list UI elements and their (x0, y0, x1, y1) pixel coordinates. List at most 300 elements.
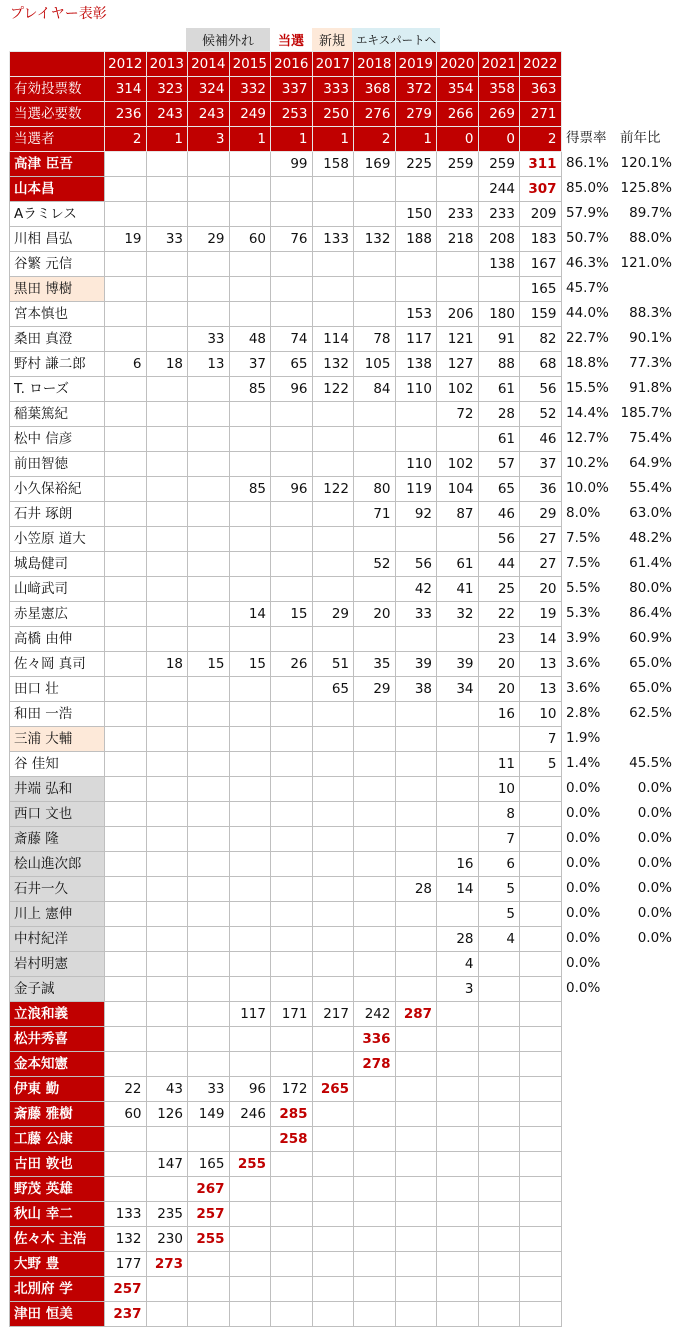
vote-cell (271, 802, 313, 827)
summary-value: 324 (188, 77, 230, 102)
player-name: 井端 弘和 (10, 777, 105, 802)
vote-cell: 48 (229, 327, 271, 352)
vote-cell (229, 902, 271, 927)
vote-cell: 76 (271, 227, 313, 252)
vote-cell (105, 702, 147, 727)
vote-cell (437, 1102, 479, 1127)
vote-cell (271, 502, 313, 527)
vote-cell (354, 1227, 396, 1252)
vote-cell (437, 1202, 479, 1227)
year-header-cell: 2015 (229, 52, 271, 77)
vote-cell (271, 252, 313, 277)
vote-cell: 52 (354, 552, 396, 577)
vote-cell (395, 752, 437, 777)
vote-cell (188, 477, 230, 502)
vote-cell (229, 1027, 271, 1052)
player-row (10, 552, 562, 577)
vote-cell (354, 827, 396, 852)
vote-rate: 8.0% (566, 505, 601, 521)
vote-cell: 56 (395, 552, 437, 577)
vote-cell (271, 852, 313, 877)
summary-value: 332 (229, 77, 271, 102)
vote-cell (105, 277, 147, 302)
vote-cell (520, 1152, 562, 1177)
vote-cell (271, 1252, 313, 1277)
vote-cell (188, 402, 230, 427)
vote-rate: 57.9% (566, 205, 609, 221)
vote-cell (146, 377, 188, 402)
vote-cell (354, 977, 396, 1002)
vote-cell (229, 877, 271, 902)
vote-cell (437, 1227, 479, 1252)
vote-table (9, 51, 562, 1327)
vote-cell (312, 927, 354, 952)
vote-cell (229, 727, 271, 752)
vote-cell (520, 1302, 562, 1327)
vote-cell: 307 (520, 177, 562, 202)
vote-rate: 0.0% (566, 880, 601, 896)
vote-cell (105, 1177, 147, 1202)
vote-cell: 149 (188, 1102, 230, 1127)
vote-cell: 28 (395, 877, 437, 902)
vote-cell (146, 177, 188, 202)
vote-cell: 117 (395, 327, 437, 352)
vote-cell: 10 (478, 777, 520, 802)
vote-cell: 208 (478, 227, 520, 252)
player-row (10, 1077, 562, 1102)
vote-cell (395, 402, 437, 427)
vote-cell: 119 (395, 477, 437, 502)
vote-cell (395, 1127, 437, 1152)
vote-cell (146, 552, 188, 577)
vote-rate: 46.3% (566, 255, 609, 271)
vote-cell (271, 277, 313, 302)
vote-cell (478, 1177, 520, 1202)
vote-cell (437, 1177, 479, 1202)
vote-cell: 257 (188, 1202, 230, 1227)
vote-cell (478, 1027, 520, 1052)
player-name: 谷 佳知 (10, 752, 105, 777)
player-row (10, 427, 562, 452)
vote-cell (312, 727, 354, 752)
vote-cell (105, 152, 147, 177)
player-row (10, 252, 562, 277)
vote-cell (271, 977, 313, 1002)
vote-cell: 167 (520, 252, 562, 277)
vote-cell (312, 402, 354, 427)
vote-cell (146, 327, 188, 352)
summary-value: 243 (188, 102, 230, 127)
prev-year-ratio: 0.0% (637, 805, 672, 821)
vote-cell (146, 527, 188, 552)
vote-cell (520, 827, 562, 852)
vote-cell (146, 452, 188, 477)
vote-cell (188, 502, 230, 527)
vote-cell (437, 1127, 479, 1152)
vote-cell: 105 (354, 352, 396, 377)
vote-cell (312, 952, 354, 977)
vote-rate: 50.7% (566, 230, 609, 246)
vote-cell: 20 (520, 577, 562, 602)
vote-cell: 14 (229, 602, 271, 627)
vote-cell (146, 902, 188, 927)
vote-cell (146, 827, 188, 852)
vote-cell: 33 (146, 227, 188, 252)
vote-cell (437, 827, 479, 852)
player-name: 金本知憲 (10, 1052, 105, 1077)
vote-cell: 122 (312, 477, 354, 502)
vote-cell (395, 1102, 437, 1127)
player-row (10, 302, 562, 327)
vote-cell (312, 1027, 354, 1052)
vote-cell: 43 (146, 1077, 188, 1102)
vote-rate: 3.6% (566, 680, 601, 696)
vote-cell (312, 1052, 354, 1077)
vote-cell (395, 852, 437, 877)
vote-cell (354, 1102, 396, 1127)
prev-year-ratio: 91.8% (629, 380, 672, 396)
vote-cell: 72 (437, 402, 479, 427)
vote-cell (229, 677, 271, 702)
vote-cell: 18 (146, 352, 188, 377)
vote-cell: 51 (312, 652, 354, 677)
vote-cell (520, 777, 562, 802)
year-header-cell: 2018 (354, 52, 396, 77)
vote-cell (354, 1202, 396, 1227)
vote-cell: 60 (105, 1102, 147, 1127)
vote-cell: 39 (437, 652, 479, 677)
vote-cell: 23 (478, 627, 520, 652)
vote-cell: 13 (188, 352, 230, 377)
player-row (10, 777, 562, 802)
vote-cell (146, 502, 188, 527)
vote-cell (312, 302, 354, 327)
vote-cell (105, 877, 147, 902)
player-row (10, 1227, 562, 1252)
vote-cell: 122 (312, 377, 354, 402)
vote-cell (271, 727, 313, 752)
vote-cell (312, 1102, 354, 1127)
summary-value: 271 (520, 102, 562, 127)
vote-cell: 5 (478, 877, 520, 902)
player-name: 稲葉篤紀 (10, 402, 105, 427)
vote-cell (312, 527, 354, 552)
vote-cell (188, 177, 230, 202)
player-name: T. ローズ (10, 377, 105, 402)
vote-cell (146, 1177, 188, 1202)
vote-cell (271, 552, 313, 577)
vote-cell (395, 1152, 437, 1177)
vote-cell (354, 252, 396, 277)
vote-cell (520, 1177, 562, 1202)
player-row (10, 677, 562, 702)
vote-cell: 110 (395, 377, 437, 402)
vote-cell: 20 (354, 602, 396, 627)
vote-cell (437, 1052, 479, 1077)
vote-cell: 82 (520, 327, 562, 352)
vote-cell: 61 (478, 377, 520, 402)
vote-cell: 6 (105, 352, 147, 377)
summary-value: 269 (478, 102, 520, 127)
vote-cell (312, 577, 354, 602)
vote-cell (312, 752, 354, 777)
vote-cell: 61 (478, 427, 520, 452)
vote-cell (395, 802, 437, 827)
vote-cell (229, 527, 271, 552)
vote-cell (105, 427, 147, 452)
vote-cell (229, 577, 271, 602)
vote-cell (395, 702, 437, 727)
vote-cell (229, 927, 271, 952)
summary-value: 358 (478, 77, 520, 102)
vote-cell: 183 (520, 227, 562, 252)
summary-value: 243 (146, 102, 188, 127)
prev-year-ratio: 0.0% (637, 905, 672, 921)
vote-cell (271, 302, 313, 327)
vote-cell: 285 (271, 1102, 313, 1127)
player-row (10, 402, 562, 427)
year-header-cell: 2020 (437, 52, 479, 77)
vote-cell (229, 252, 271, 277)
summary-value: 323 (146, 77, 188, 102)
vote-cell (478, 1102, 520, 1127)
legend-new: 新規 (312, 28, 352, 51)
player-name: 高津 臣吾 (10, 152, 105, 177)
vote-rate: 0.0% (566, 905, 601, 921)
vote-cell: 171 (271, 1002, 313, 1027)
vote-cell: 28 (478, 402, 520, 427)
vote-cell (271, 1177, 313, 1202)
vote-cell (520, 927, 562, 952)
vote-cell: 6 (478, 852, 520, 877)
vote-cell (105, 802, 147, 827)
vote-cell (395, 1202, 437, 1227)
vote-cell (354, 452, 396, 477)
player-name: 大野 豊 (10, 1252, 105, 1277)
vote-cell: 74 (271, 327, 313, 352)
vote-cell (312, 1152, 354, 1177)
vote-cell: 153 (395, 302, 437, 327)
vote-cell (146, 877, 188, 902)
vote-cell (188, 1052, 230, 1077)
vote-cell: 13 (520, 677, 562, 702)
vote-cell (229, 1227, 271, 1252)
player-name: 松井秀喜 (10, 1027, 105, 1052)
player-row (10, 1027, 562, 1052)
vote-rate: 12.7% (566, 430, 609, 446)
vote-cell (229, 302, 271, 327)
vote-cell (105, 327, 147, 352)
vote-cell: 29 (188, 227, 230, 252)
vote-cell (271, 777, 313, 802)
player-row (10, 952, 562, 977)
vote-cell (312, 777, 354, 802)
vote-cell (146, 852, 188, 877)
vote-cell (105, 977, 147, 1002)
vote-cell (146, 752, 188, 777)
vote-cell: 102 (437, 377, 479, 402)
vote-cell (312, 277, 354, 302)
vote-cell (105, 1052, 147, 1077)
vote-cell (146, 952, 188, 977)
vote-cell (105, 577, 147, 602)
vote-rate: 3.9% (566, 630, 601, 646)
vote-cell: 71 (354, 502, 396, 527)
vote-cell: 18 (146, 652, 188, 677)
vote-cell (478, 1252, 520, 1277)
prev-year-ratio: 0.0% (637, 880, 672, 896)
vote-cell (395, 927, 437, 952)
vote-cell: 127 (437, 352, 479, 377)
vote-rate: 14.4% (566, 405, 609, 421)
player-row (10, 852, 562, 877)
vote-cell (354, 1302, 396, 1327)
vote-cell (354, 427, 396, 452)
vote-cell: 91 (478, 327, 520, 352)
vote-cell (105, 677, 147, 702)
summary-row (10, 77, 562, 102)
summary-value: 0 (437, 127, 479, 152)
vote-cell: 85 (229, 477, 271, 502)
vote-cell: 237 (105, 1302, 147, 1327)
vote-cell (312, 1252, 354, 1277)
prev-year-ratio: 75.4% (629, 430, 672, 446)
vote-cell (437, 1302, 479, 1327)
vote-cell (105, 1002, 147, 1027)
vote-cell (354, 702, 396, 727)
vote-cell (105, 527, 147, 552)
vote-cell (437, 427, 479, 452)
player-name: 岩村明憲 (10, 952, 105, 977)
vote-cell (105, 952, 147, 977)
year-header-cell: 2022 (520, 52, 562, 77)
player-name: 小久保裕紀 (10, 477, 105, 502)
summary-label: 当選者 (10, 127, 105, 152)
vote-cell (188, 727, 230, 752)
vote-cell (437, 527, 479, 552)
vote-cell (105, 652, 147, 677)
vote-cell: 22 (478, 602, 520, 627)
player-name: 桑田 真澄 (10, 327, 105, 352)
vote-cell: 88 (478, 352, 520, 377)
vote-cell (105, 1027, 147, 1052)
vote-cell (146, 702, 188, 727)
vote-cell: 7 (520, 727, 562, 752)
player-row (10, 1277, 562, 1302)
vote-cell (271, 1052, 313, 1077)
vote-cell (354, 302, 396, 327)
vote-cell (271, 752, 313, 777)
vote-cell: 65 (478, 477, 520, 502)
vote-cell (437, 1152, 479, 1177)
vote-rate: 0.0% (566, 830, 601, 846)
player-name: 谷繁 元信 (10, 252, 105, 277)
vote-cell: 15 (271, 602, 313, 627)
vote-cell: 188 (395, 227, 437, 252)
vote-cell (229, 177, 271, 202)
vote-rate: 86.1% (566, 155, 609, 171)
vote-cell: 165 (188, 1152, 230, 1177)
vote-cell (312, 802, 354, 827)
player-row (10, 1002, 562, 1027)
player-row (10, 377, 562, 402)
vote-cell (395, 1277, 437, 1302)
vote-cell (105, 302, 147, 327)
player-row (10, 327, 562, 352)
vote-cell: 16 (478, 702, 520, 727)
vote-cell: 14 (520, 627, 562, 652)
vote-cell (478, 1127, 520, 1152)
vote-cell (312, 1277, 354, 1302)
vote-cell: 84 (354, 377, 396, 402)
player-row (10, 152, 562, 177)
vote-cell (229, 852, 271, 877)
vote-cell (395, 252, 437, 277)
vote-cell (229, 752, 271, 777)
vote-cell: 244 (478, 177, 520, 202)
player-name: 小笠原 道大 (10, 527, 105, 552)
prev-year-ratio: 86.4% (629, 605, 672, 621)
player-row (10, 502, 562, 527)
vote-rate: 85.0% (566, 180, 609, 196)
vote-cell (437, 1027, 479, 1052)
vote-cell (478, 1302, 520, 1327)
player-row (10, 702, 562, 727)
vote-cell: 37 (520, 452, 562, 477)
vote-cell (354, 402, 396, 427)
vote-cell (105, 1152, 147, 1177)
player-name: 山本昌 (10, 177, 105, 202)
vote-cell: 102 (437, 452, 479, 477)
vote-cell (354, 627, 396, 652)
stat-header-prev: 前年比 (620, 130, 661, 146)
vote-cell (478, 1002, 520, 1027)
vote-cell (271, 627, 313, 652)
vote-cell (146, 677, 188, 702)
vote-rate: 44.0% (566, 305, 609, 321)
vote-cell (229, 1127, 271, 1152)
player-name: 中村紀洋 (10, 927, 105, 952)
vote-cell: 13 (520, 652, 562, 677)
player-name: 黒田 博樹 (10, 277, 105, 302)
vote-cell: 78 (354, 327, 396, 352)
vote-cell (188, 527, 230, 552)
vote-cell (188, 452, 230, 477)
vote-cell (146, 1027, 188, 1052)
vote-cell (312, 902, 354, 927)
player-name: 石井 琢朗 (10, 502, 105, 527)
vote-cell (188, 627, 230, 652)
vote-cell (354, 1077, 396, 1102)
summary-value: 266 (437, 102, 479, 127)
vote-cell: 29 (520, 502, 562, 527)
vote-cell (105, 477, 147, 502)
vote-cell (437, 177, 479, 202)
vote-cell: 14 (437, 877, 479, 902)
vote-cell (437, 1252, 479, 1277)
vote-cell (271, 902, 313, 927)
vote-cell: 33 (188, 1077, 230, 1102)
vote-cell (105, 377, 147, 402)
player-row (10, 1177, 562, 1202)
vote-cell (437, 727, 479, 752)
vote-cell (271, 452, 313, 477)
vote-rate: 7.5% (566, 555, 601, 571)
vote-cell (478, 727, 520, 752)
player-name: 佐々木 主浩 (10, 1227, 105, 1252)
vote-cell (395, 977, 437, 1002)
vote-cell (229, 777, 271, 802)
